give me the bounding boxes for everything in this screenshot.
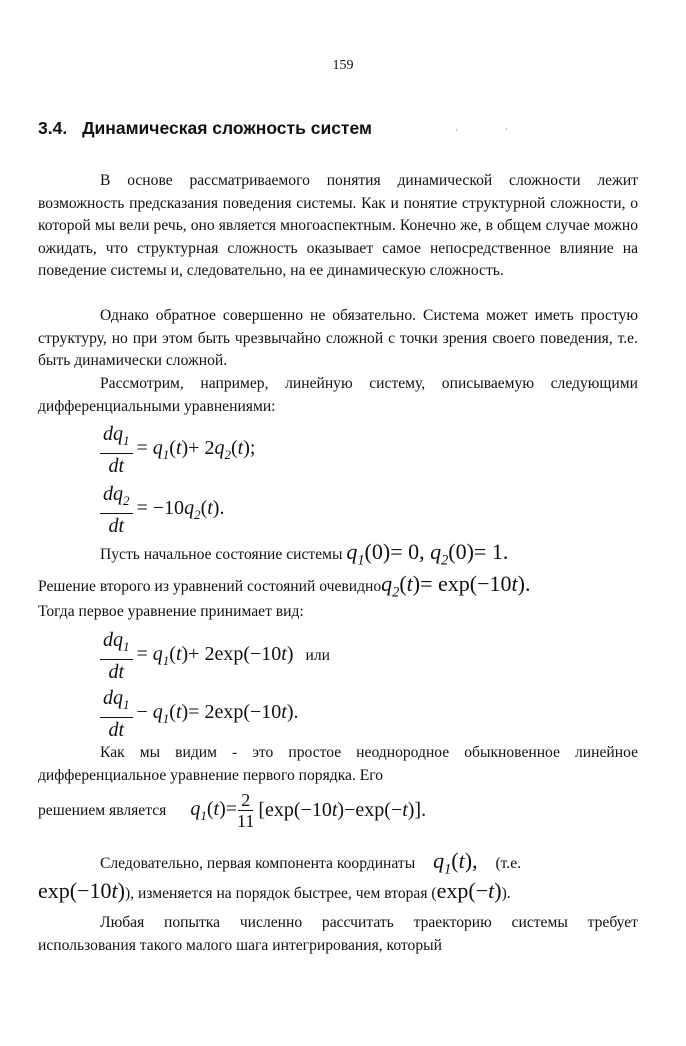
- page-number: 159: [332, 58, 354, 73]
- paragraph-4: Как мы видим - это простое неоднородное обыкновенное линейное дифференциальное уравнение первого порядка. Его: [38, 744, 638, 784]
- initial-state-line: Пусть начальное состояние системы $q_1(0)= 0$, $q_2(0)= 1$.: [100, 539, 509, 569]
- consequently-line: Следовательно, первая компонента координаты $q_1(t)$, (т.е.: [100, 848, 522, 878]
- paragraph-5: Любая попытка численно рассчитать траекторию системы требует использования такого малого шага интегрирования, который: [38, 914, 638, 954]
- section-number: 3.4.: [38, 118, 68, 138]
- solution-line: решением является $q_1(t)=$ $\frac{2}{11}$ [exp(−10t)−exp(−t)].: [38, 790, 427, 831]
- or-word: или: [305, 647, 330, 664]
- second-solution-line: Решение второго из уравнений состояний очевидноq$_2$(t)= exp(−10t).: [38, 571, 531, 601]
- first-eq-intro: Тогда первое уравнение принимает вид:: [38, 603, 304, 620]
- section-heading: [38, 118, 372, 139]
- section-title: Динамическая сложность систем: [82, 118, 372, 138]
- scan-speck: ˙: [455, 128, 458, 138]
- equation-dq1: $\frac{dq_1}{dt}$ = $q_1(t)+ 2q_2(t)$;: [100, 422, 255, 478]
- equation-dq1-substituted: $\frac{dq_1}{dt}$ = $q_1(t)+ 2\exp(-10t)$ или: [100, 628, 330, 684]
- paragraph-2: Однако обратное совершенно не обязательно. Система может иметь простую структуру, но при этом быть чрезвычайно сложной с точки зрения своего поведения, т.е. быть динамически сложной.: [38, 307, 638, 369]
- paragraph-3: Рассмотрим, например, линейную систему, описываемую следующими дифференциальными уравнениями:: [38, 375, 638, 415]
- solution-label: решением является: [38, 801, 167, 819]
- equation-dq1-rearranged: $\frac{dq_1}{dt}$ − $q_1(t)= 2\exp(-10t)$.: [100, 686, 299, 742]
- scan-speck: ·: [505, 124, 508, 134]
- changes-faster-line: exp(−10t)), изменяется на порядок быстрее, чем вторая (exp(−t)).: [38, 878, 511, 903]
- paragraph-1: В основе рассматриваемого понятия динамической сложности лежит возможность предсказания поведения системы. Как и понятие структурной сложности, о которой мы вели речь, оно является многоаспектным. Конечно же, в общем случае можно ожидать, что структурная сложность оказывает самое непосредственное влияние на поведение системы и, следовательно, на ее динамическую сложность.: [38, 172, 638, 279]
- equation-dq2: $\frac{dq_2}{dt}$ = $-10q_2(t)$.: [100, 482, 224, 538]
